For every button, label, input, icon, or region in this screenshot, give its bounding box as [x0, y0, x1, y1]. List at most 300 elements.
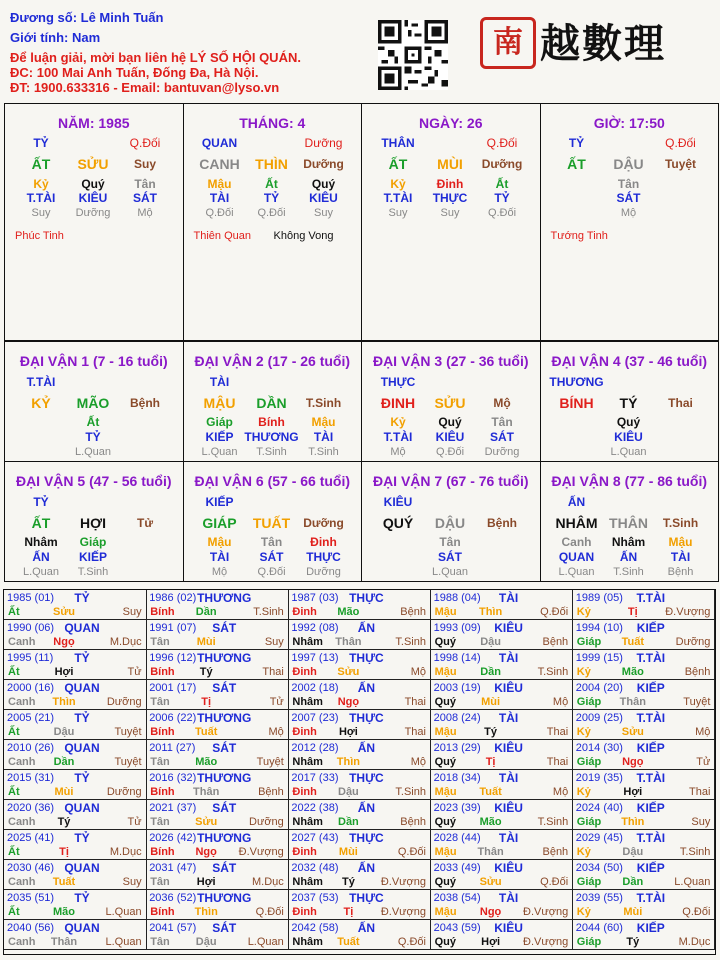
hidden-stage: T.Sinh: [613, 566, 644, 578]
year-stem: Nhâm: [292, 936, 323, 948]
year-stage: Q.Đối: [255, 906, 284, 918]
year-branch: Thìn: [52, 696, 76, 708]
year-stage: L.Quan: [105, 906, 142, 918]
hidden-god: TÀI: [670, 550, 691, 564]
year-stem: Canh: [8, 696, 36, 708]
hidden-stem: Tân: [491, 415, 513, 429]
year-branch: Dần: [338, 816, 359, 828]
year-stage: T.Sinh: [395, 786, 426, 798]
year-stem: Bính: [150, 726, 175, 738]
year-god: T.TÀI: [636, 651, 666, 665]
year-stage: Thai: [404, 726, 426, 738]
hidden-stem: Tân: [439, 535, 461, 549]
year-label: 2042 (58): [291, 922, 339, 934]
year-stage: Mộ: [410, 756, 426, 768]
hidden-stem: Đinh: [310, 535, 337, 549]
year-label: 1992 (08): [291, 622, 339, 634]
earthly-branch: SỬU: [77, 156, 109, 172]
year-cell: [573, 800, 716, 830]
year-branch: Tị: [201, 696, 212, 708]
year-branch: Thân: [335, 636, 362, 648]
hidden-stem: Kỷ: [390, 177, 406, 191]
hidden-stage: Q.Đối: [257, 207, 286, 219]
year-stage: Mộ: [552, 696, 569, 708]
year-branch: Mão: [479, 816, 502, 828]
year-cell: [573, 740, 716, 770]
year-stem: Ất: [8, 906, 20, 918]
year-label: 2027 (43): [291, 832, 339, 844]
year-cell: [146, 800, 289, 830]
year-label: 2021 (37): [149, 802, 197, 814]
hidden-stage: Suy: [388, 207, 408, 219]
year-label: 2010 (26): [7, 742, 55, 754]
year-branch: Dần: [195, 606, 217, 618]
year-branch: Mùi: [196, 636, 216, 648]
year-branch: Sửu: [337, 666, 360, 678]
year-stem: Quý: [434, 816, 456, 828]
year-stage: Q.Đối: [682, 906, 711, 918]
dai-van-god: THƯƠNG: [549, 375, 604, 389]
contact-line: Để luận giải, mời bạn liên hệ LÝ SỐ HỘI QUÁN.: [10, 50, 301, 65]
year-label: 2009 (25): [575, 712, 623, 724]
year-stem: Giáp: [576, 696, 602, 708]
pillar-title: NĂM: 1985: [57, 115, 130, 131]
hidden-stage: Q.Đối: [435, 446, 465, 458]
year-stem: Đinh: [292, 726, 317, 738]
year-cell: [4, 860, 147, 890]
hidden-god: SÁT: [490, 430, 514, 444]
year-branch: Thìn: [194, 906, 218, 918]
god-left: THÂN: [381, 136, 415, 150]
brand-logo: 越數理: [540, 20, 666, 67]
year-stem: Mậu: [434, 726, 457, 738]
year-stage: M.Dục: [252, 876, 284, 888]
year-cell: [288, 830, 431, 860]
year-branch: Dần: [480, 666, 501, 678]
year-stem: Bính: [150, 786, 175, 798]
year-label: 1990 (06): [7, 622, 55, 634]
dai-van-branch: MÃO: [76, 395, 110, 411]
hidden-stage: Bệnh: [667, 566, 694, 578]
year-cell: [146, 770, 289, 800]
year-label: 2036 (52): [149, 892, 197, 904]
year-branch: Sửu: [621, 726, 644, 738]
year-cell: [573, 650, 716, 680]
year-god: KIÊU: [494, 801, 523, 815]
year-stage: Thai: [404, 696, 426, 708]
year-stem: Giáp: [576, 816, 602, 828]
pillar-cell: [4, 103, 184, 341]
year-stem: Quý: [434, 636, 456, 648]
year-stem: Giáp: [576, 636, 602, 648]
year-branch: Ngọ: [479, 906, 502, 918]
year-god: QUAN: [64, 741, 100, 755]
dai-van-title: ĐẠI VẬN 1 (7 - 16 tuổi): [19, 353, 168, 369]
hidden-stem: Tân: [134, 177, 156, 191]
hidden-stage: Q.Đối: [487, 207, 517, 219]
god-right: Q.Đối: [129, 136, 161, 150]
year-god: QUAN: [64, 801, 100, 815]
year-stem: Giáp: [576, 936, 602, 948]
hidden-stage: L.Quan: [201, 446, 238, 458]
year-cell: [146, 680, 289, 710]
year-stage: Suy: [691, 816, 711, 828]
year-cell: [4, 800, 147, 830]
hidden-stem: Mậu: [668, 535, 693, 549]
hidden-god: ẤN: [32, 550, 50, 564]
year-stage: Q.Đối: [397, 846, 426, 858]
year-branch: Thân: [619, 696, 646, 708]
year-stage: Đ.Vượng: [523, 906, 569, 918]
year-stage: L.Quan: [105, 936, 142, 948]
dai-van-cell: [361, 341, 541, 462]
year-branch: Mùi: [481, 696, 501, 708]
year-cell: [431, 800, 574, 830]
dai-van-branch: TUẤT: [252, 515, 291, 531]
hidden-god: KIÊU: [78, 191, 108, 205]
year-label: 1996 (12): [149, 652, 197, 664]
hidden-god: T.TÀI: [383, 430, 413, 444]
hidden-god: TÀI: [209, 550, 230, 564]
year-stage: Bệnh: [258, 786, 284, 798]
year-branch: Dậu: [53, 726, 75, 738]
year-branch: Tị: [59, 846, 69, 858]
year-label: 1994 (10): [575, 622, 623, 634]
year-stage: Suy: [122, 606, 142, 618]
year-god: ẤN: [357, 801, 376, 815]
year-label: 2012 (28): [291, 742, 339, 754]
dai-van-cell: [183, 341, 363, 462]
year-label: 1989 (05): [575, 592, 623, 604]
dai-van-stage: Bệnh: [130, 396, 160, 410]
year-stage: T.Sinh: [253, 606, 284, 618]
year-label: 2003 (19): [433, 682, 481, 694]
year-branch: Sửu: [195, 816, 218, 828]
year-stem: Giáp: [576, 756, 602, 768]
year-label: 1985 (01): [7, 592, 55, 604]
year-label: 2022 (38): [291, 802, 339, 814]
year-cell: [573, 770, 716, 800]
year-label: 2035 (51): [7, 892, 55, 904]
dai-van-title: ĐẠI VẬN 8 (77 - 86 tuổi): [551, 473, 708, 489]
year-god: THỰC: [349, 591, 384, 605]
year-god: THƯƠNG: [197, 891, 252, 905]
year-stage: Dưỡng: [106, 696, 142, 708]
year-branch: Ngọ: [53, 636, 75, 648]
year-stage: M.Dục: [109, 636, 142, 648]
dai-van-branch: THÂN: [609, 515, 648, 531]
year-stage: Thai: [688, 786, 711, 798]
year-cell: [146, 590, 289, 620]
year-god: THỰC: [349, 771, 384, 785]
year-label: 2026 (42): [149, 832, 197, 844]
year-stage: Tuyệt: [256, 756, 284, 768]
year-stem: Ất: [8, 726, 20, 738]
year-god: KIÊU: [494, 861, 523, 875]
hidden-stage: T.Sinh: [308, 446, 339, 458]
year-stem: Mậu: [434, 846, 457, 858]
year-stage: Đ.Vượng: [523, 936, 569, 948]
year-label: 2005 (21): [7, 712, 55, 724]
dai-van-stem: KỶ: [31, 395, 51, 411]
year-god: SÁT: [212, 681, 237, 695]
year-label: 2000 (16): [7, 682, 55, 694]
year-label: 2001 (17): [149, 682, 197, 694]
year-stem: Tân: [150, 636, 170, 648]
year-cell: [4, 890, 147, 920]
year-stem: Đinh: [292, 906, 317, 918]
year-god: TỶ: [74, 891, 90, 905]
year-stage: Đ.Vượng: [665, 606, 711, 618]
year-stage: Thai: [262, 666, 284, 678]
hidden-stem: Ất: [495, 177, 509, 191]
hidden-stem: Mậu: [207, 535, 232, 549]
year-stage: Mộ: [410, 666, 426, 678]
year-cell: [573, 860, 716, 890]
year-stem: Giáp: [576, 876, 602, 888]
earthly-branch: MÙI: [437, 156, 463, 172]
hidden-god: TỶ: [263, 191, 280, 205]
hidden-stem: Tân: [260, 535, 283, 549]
dai-van-stem: BÍNH: [559, 395, 594, 411]
year-label: 2002 (18): [291, 682, 339, 694]
hidden-stage: L.Quan: [558, 566, 595, 578]
year-branch: Thân: [193, 786, 220, 798]
dai-van-cell: [183, 461, 363, 582]
year-stem: Đinh: [292, 606, 317, 618]
hidden-god: TÀI: [313, 430, 334, 444]
year-god: TỶ: [74, 771, 90, 785]
dai-van-branch: DẬU: [434, 515, 466, 531]
year-cell: [288, 740, 431, 770]
hidden-stem: Quý: [81, 177, 105, 191]
star-label: Không Vong: [273, 230, 334, 242]
year-label: 2008 (24): [433, 712, 481, 724]
year-god: TỶ: [74, 711, 90, 725]
year-cell: [288, 620, 431, 650]
stage: Dưỡng: [481, 157, 523, 171]
year-stem: Nhâm: [292, 756, 323, 768]
dai-van-god: ẤN: [567, 495, 586, 509]
hidden-stage: Suy: [31, 207, 51, 219]
earthly-branch: DẬU: [613, 156, 644, 172]
year-branch: Thân: [50, 936, 78, 948]
year-cell: [431, 830, 574, 860]
year-stage: Mộ: [695, 726, 711, 738]
year-god: KIẾP: [636, 801, 665, 815]
year-stage: Thai: [546, 756, 569, 768]
phone-email-line[interactable]: ĐT: 1900.633316 - Email: bantuvan@lyso.vn: [10, 80, 280, 95]
year-label: 2034 (50): [575, 862, 623, 874]
dai-van-title: ĐẠI VẬN 2 (17 - 26 tuổi): [194, 353, 351, 369]
year-cell: [431, 590, 574, 620]
year-branch: Mão: [195, 756, 218, 768]
year-branch: Hợi: [481, 936, 501, 948]
hidden-stem: Kỷ: [33, 177, 49, 191]
hidden-god: KIẾP: [205, 430, 234, 444]
year-stem: Tân: [150, 936, 170, 948]
year-stem: Nhâm: [292, 876, 323, 888]
year-cell: [431, 860, 574, 890]
year-stage: Q.Đối: [540, 606, 569, 618]
year-branch: Dậu: [338, 786, 359, 798]
hidden-stem: Tân: [617, 177, 640, 191]
year-cell: [288, 860, 431, 890]
dai-van-cell: [540, 341, 720, 462]
hidden-god: KIÊU: [435, 430, 465, 444]
year-stage: T.Sinh: [395, 636, 426, 648]
dai-van-god: KIẾP: [205, 495, 234, 509]
heavenly-stem: ẤT: [388, 156, 408, 172]
hidden-god: SÁT: [616, 191, 641, 205]
year-stem: Canh: [8, 876, 36, 888]
year-god: KIẾP: [636, 741, 665, 755]
hidden-stem: Đinh: [436, 177, 464, 191]
year-stem: Mậu: [434, 906, 457, 918]
year-branch: Thân: [477, 846, 504, 858]
dai-van-god: TÀI: [209, 375, 230, 389]
year-cell: [146, 740, 289, 770]
dai-van-god: KIÊU: [383, 495, 413, 509]
year-stem: Ất: [8, 666, 20, 678]
dai-van-stage: Dưỡng: [303, 516, 344, 530]
hidden-stage: Mộ: [211, 566, 228, 578]
year-label: 2019 (35): [575, 772, 623, 784]
year-god: SÁT: [212, 921, 237, 935]
year-stage: Dưỡng: [249, 816, 284, 828]
hidden-god: TÀI: [209, 191, 230, 205]
year-cell: [4, 770, 147, 800]
year-stage: Đ.Vượng: [380, 876, 426, 888]
hidden-stem: Ất: [86, 415, 100, 429]
year-god: ẤN: [357, 621, 376, 635]
year-branch: Tị: [485, 756, 496, 768]
year-cell: [573, 920, 716, 950]
year-cell: [146, 890, 289, 920]
year-cell: [431, 890, 574, 920]
dai-van-stem: MẬU: [203, 395, 236, 411]
hidden-stage: Mộ: [620, 207, 637, 219]
year-god: TÀI: [498, 831, 519, 845]
god-left: QUAN: [201, 136, 238, 150]
year-cell: [431, 620, 574, 650]
dai-van-cell: [4, 461, 184, 582]
year-label: 2037 (53): [291, 892, 339, 904]
year-branch: Hợi: [623, 786, 643, 798]
year-god: QUAN: [64, 861, 100, 875]
year-god: T.TÀI: [636, 711, 666, 725]
year-cell: [4, 650, 147, 680]
hidden-stage: Mộ: [390, 446, 406, 458]
hidden-god: SÁT: [133, 191, 157, 205]
hidden-stage: Mộ: [137, 207, 153, 219]
hidden-stage: L.Quan: [610, 446, 647, 458]
year-cell: [288, 680, 431, 710]
year-stem: Nhâm: [292, 696, 323, 708]
year-god: QUAN: [64, 621, 100, 635]
year-branch: Hợi: [338, 726, 358, 738]
year-stem: Tân: [150, 696, 170, 708]
year-god: KIÊU: [494, 681, 523, 695]
year-god: T.TÀI: [636, 771, 666, 785]
hidden-stage: L.Quan: [22, 566, 60, 578]
dai-van-god: TỶ: [33, 495, 49, 509]
year-stem: Kỷ: [576, 666, 591, 678]
year-branch: Mùi: [623, 906, 643, 918]
hidden-god: T.TÀI: [26, 191, 56, 205]
hidden-stem: Mậu: [311, 415, 336, 429]
year-stage: Suy: [264, 636, 284, 648]
year-stem: Bính: [150, 906, 175, 918]
year-stem: Kỷ: [576, 846, 591, 858]
year-cell: [288, 800, 431, 830]
year-label: 2023 (39): [433, 802, 481, 814]
year-label: 2006 (22): [149, 712, 197, 724]
year-stem: Canh: [8, 636, 36, 648]
year-stem: Bính: [150, 666, 175, 678]
year-god: THƯƠNG: [197, 591, 252, 605]
dai-van-stage: Tử: [136, 516, 154, 530]
year-god: TÀI: [498, 891, 519, 905]
year-label: 2028 (44): [433, 832, 481, 844]
hidden-god: QUAN: [558, 550, 595, 564]
dai-van-stem: NHÂM: [555, 515, 598, 531]
year-stage: Bệnh: [542, 846, 569, 858]
stage: Tuyệt: [664, 157, 697, 171]
year-stage: Q.Đối: [397, 936, 426, 948]
year-cell: [4, 920, 147, 950]
year-label: 2007 (23): [291, 712, 339, 724]
year-stem: Bính: [150, 606, 175, 618]
seal-logo: 南: [480, 17, 536, 69]
year-cell: [288, 710, 431, 740]
year-stage: Tuyệt: [683, 696, 711, 708]
year-cell: [4, 620, 147, 650]
year-stage: Bệnh: [542, 636, 569, 648]
dai-van-cell: [540, 461, 720, 582]
hidden-god: TỶ: [85, 430, 101, 444]
owner-name: Đương số: Lê Minh Tuấn: [10, 10, 164, 25]
year-god: THƯƠNG: [197, 771, 252, 785]
year-stage: Dưỡng: [106, 786, 142, 798]
year-cell: [4, 590, 147, 620]
year-cell: [4, 710, 147, 740]
hidden-stage: Suy: [314, 207, 333, 219]
year-cell: [146, 710, 289, 740]
year-god: TỶ: [74, 651, 90, 665]
year-branch: Tý: [484, 726, 498, 738]
year-branch: Tý: [341, 876, 355, 888]
year-branch: Tý: [626, 936, 640, 948]
year-branch: Tuất: [194, 726, 218, 738]
year-branch: Mùi: [54, 786, 74, 798]
year-cell: [431, 920, 574, 950]
pillar-title: NGÀY: 26: [418, 115, 483, 131]
year-god: ẤN: [357, 861, 376, 875]
year-branch: Tị: [343, 906, 354, 918]
stage: Suy: [133, 157, 157, 171]
year-stem: Canh: [8, 816, 36, 828]
year-branch: Sửu: [52, 606, 76, 618]
god-right: Q.Đối: [665, 136, 696, 150]
hidden-god: THƯƠNG: [244, 430, 299, 444]
year-stem: Kỷ: [576, 606, 591, 618]
year-god: ẤN: [357, 741, 376, 755]
year-label: 2004 (20): [575, 682, 623, 694]
year-cell: [431, 740, 574, 770]
hidden-stage: L.Quan: [431, 566, 469, 578]
year-branch: Ngọ: [195, 846, 217, 858]
